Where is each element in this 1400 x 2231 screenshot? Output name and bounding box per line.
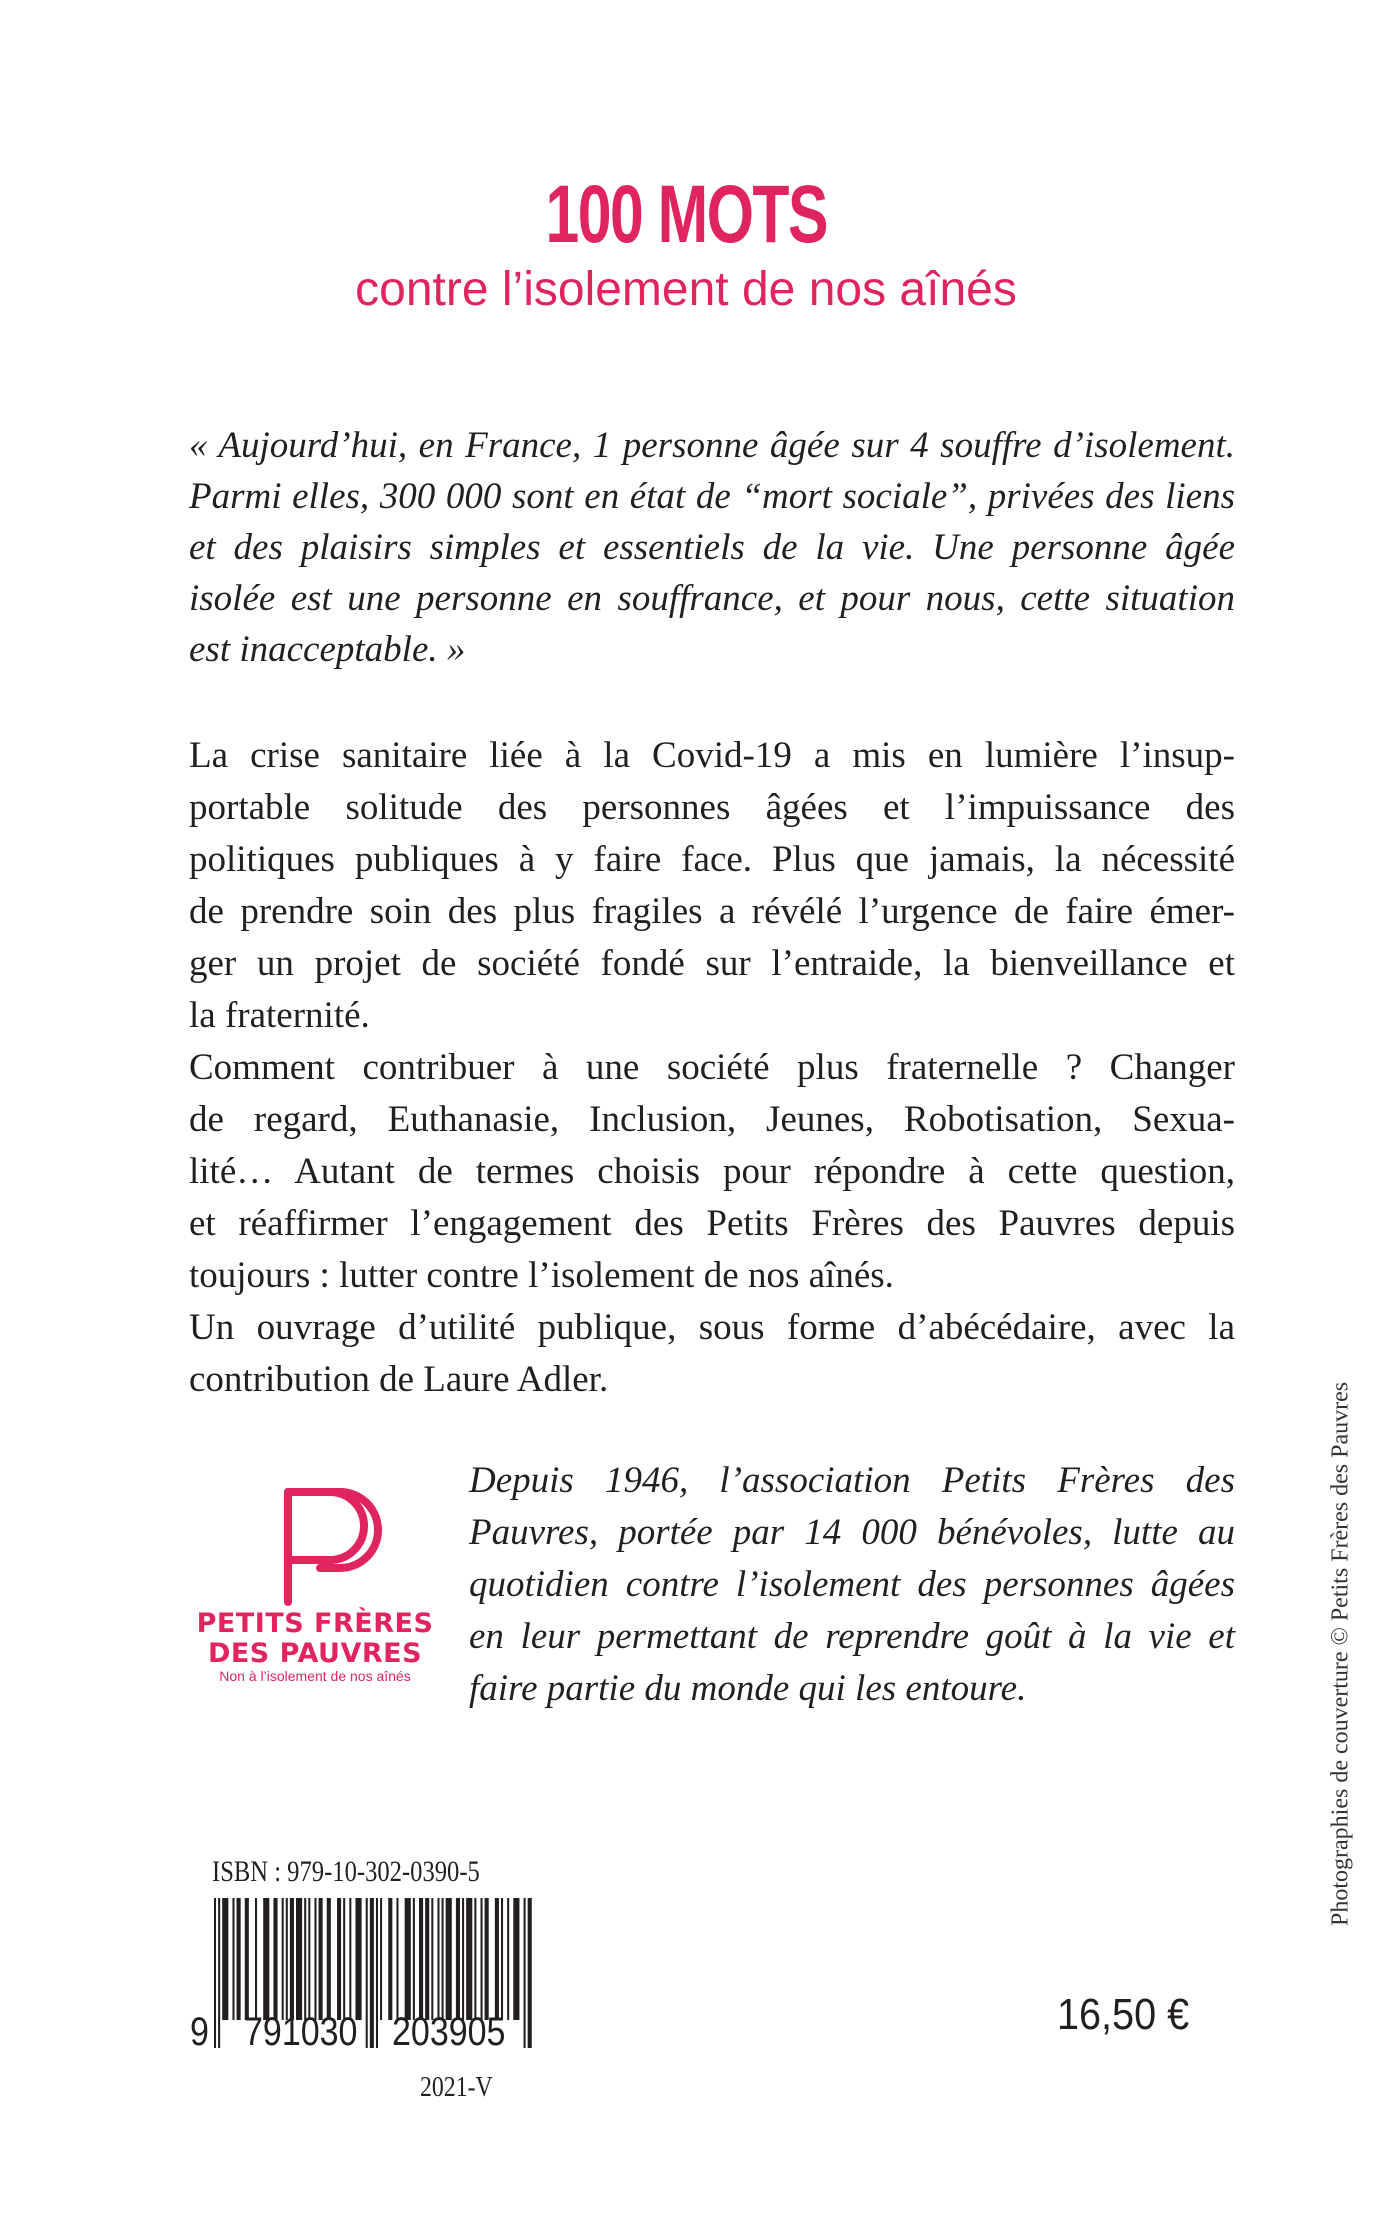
publisher-logo (190, 1480, 440, 1690)
pp-logo-icon (190, 1480, 440, 1610)
barcode-bar (513, 1898, 519, 2020)
barcode-digit-prefix: 9 (190, 2010, 209, 2054)
barcode-bar (442, 1898, 444, 2020)
barcode-bar (456, 1898, 460, 2020)
barcode-bar (290, 1898, 294, 2020)
barcode-bar (355, 1898, 361, 2020)
barcode-bar (419, 1898, 423, 2020)
text-line: lité… Autant de termes choisis pour répondre à cette question, (189, 1151, 1235, 1192)
barcode-bar (282, 1898, 284, 2020)
barcode-bar (349, 1898, 351, 2020)
book-title: 100 MOTS (545, 169, 827, 260)
barcode-bar (376, 1898, 378, 2048)
barcode-bar (218, 1898, 220, 2048)
text-line: et des plaisirs simples et essentiels de la vie. Une personne âgée (189, 527, 1235, 568)
text-line: contribution de Laure Adler. (189, 1359, 609, 1400)
barcode-bar (319, 1898, 323, 2020)
barcode-bar (263, 1898, 269, 2020)
text-line: ger un projet de société fondé sur l’entraide, la bienveillance et (189, 943, 1235, 984)
price: 16,50 € (1057, 1990, 1190, 2039)
barcode-bar (481, 1898, 483, 2020)
barcode-bar (405, 1898, 411, 2020)
text-line: toujours : lutter contre l’isolement de nos aînés. (189, 1255, 894, 1296)
logo-tagline: Non à l’isolement de nos aînés (219, 1668, 411, 1684)
barcode-bar (431, 1898, 433, 2020)
barcode-bar (366, 1898, 368, 2048)
isbn-label: ISBN : 979-10-302-0390-5 (212, 1855, 480, 1888)
barcode-bar (214, 1898, 216, 2048)
barcode-digits-right: 203905 (392, 2010, 506, 2054)
text-line: portable solitude des personnes âgées et l’impuissance des (189, 787, 1235, 828)
barcode-bar (437, 1898, 439, 2020)
barcode-bar (337, 1898, 341, 2020)
text-line: de prendre soin des plus fragiles a révélé l’urgence de faire émer- (189, 891, 1235, 932)
text-line: Un ouvrage d’utilité publique, sous forme d’abécédaire, avec la (189, 1307, 1235, 1348)
barcode-bar (528, 1898, 532, 2048)
text-line: « Aujourd’hui, en France, 1 personne âgée sur 4 souffre d’isolement. (189, 425, 1235, 466)
book-subtitle: contre l’isolement de nos aînés (355, 263, 1017, 316)
barcode-bar (255, 1898, 257, 2020)
barcode-bar (495, 1898, 499, 2020)
barcode-bar (308, 1898, 310, 2020)
text-line: La crise sanitaire liée à la Covid-19 a mis en lumière l’insup- (189, 735, 1235, 776)
barcode-bar (370, 1898, 374, 2048)
barcode-bar (304, 1898, 306, 2020)
barcode-bar (327, 1898, 331, 2020)
barcode-bar (485, 1898, 489, 2020)
barcode-bar (462, 1898, 464, 2020)
association-paragraph (469, 1455, 1235, 1715)
barcode-digits-left: 791030 (244, 2010, 358, 2054)
text-line: Parmi elles, 300 000 sont en état de “mort sociale”, privées des liens (189, 476, 1235, 517)
barcode-bar (413, 1898, 415, 2020)
barcode-bar (501, 1898, 503, 2020)
barcode-bar (222, 1898, 228, 2020)
barcode-bar (245, 1898, 249, 2020)
barcode-bar (237, 1898, 241, 2020)
edition-code: 2021-V (420, 2072, 493, 2103)
text-line: et réaffirmer l’engagement des Petits Frères des Pauvres depuis (189, 1203, 1235, 1244)
text-line: de regard, Euthanasie, Inclusion, Jeunes, Robotisation, Sexua- (189, 1099, 1235, 1140)
logo-line-2: DES PAUVRES (207, 1638, 423, 1669)
barcode-bar (296, 1898, 302, 2020)
barcode-bar (343, 1898, 345, 2020)
logo-line-1: PETITS FRÈRES (196, 1608, 434, 1639)
text-line: Pauvres, portée par 14 000 bénévoles, lutte au (469, 1512, 1235, 1553)
barcode-bar (425, 1898, 429, 2020)
barcode-bar (446, 1898, 452, 2020)
text-line: est inacceptable. » (189, 629, 466, 670)
photo-credit: Photographies de couverture © Petits Frères des Pauvres (1327, 1381, 1354, 1926)
barcode-bar (273, 1898, 277, 2020)
barcode-bar (474, 1898, 476, 2020)
description-paragraph (189, 730, 1235, 1406)
text-line: isolée est une personne en souffrance, et pour nous, cette situation (189, 578, 1235, 619)
barcode-bar (507, 1898, 509, 2020)
text-line: faire partie du monde qui les entoure. (469, 1668, 1027, 1709)
barcode-bar (232, 1898, 234, 2020)
barcode-bar (380, 1898, 382, 2020)
quote-paragraph (189, 420, 1235, 675)
barcode-bar (388, 1898, 392, 2020)
text-line: la fraternité. (189, 995, 370, 1036)
text-line: en leur permettant de reprendre goût à la vie et (469, 1616, 1235, 1657)
barcode-bar (524, 1898, 526, 2048)
text-line: politiques publiques à y faire face. Plus que jamais, la nécessité (189, 839, 1235, 880)
text-line: quotidien contre l’isolement des personnes âgées (469, 1564, 1235, 1605)
barcode-bar (396, 1898, 398, 2020)
barcode-bar (314, 1898, 316, 2020)
text-line: Depuis 1946, l’association Petits Frères des (469, 1460, 1235, 1501)
barcode-bar (286, 1898, 288, 2020)
barcode-bar (466, 1898, 472, 2020)
text-line: Comment contribuer à une société plus fraternelle ? Changer (189, 1047, 1235, 1088)
